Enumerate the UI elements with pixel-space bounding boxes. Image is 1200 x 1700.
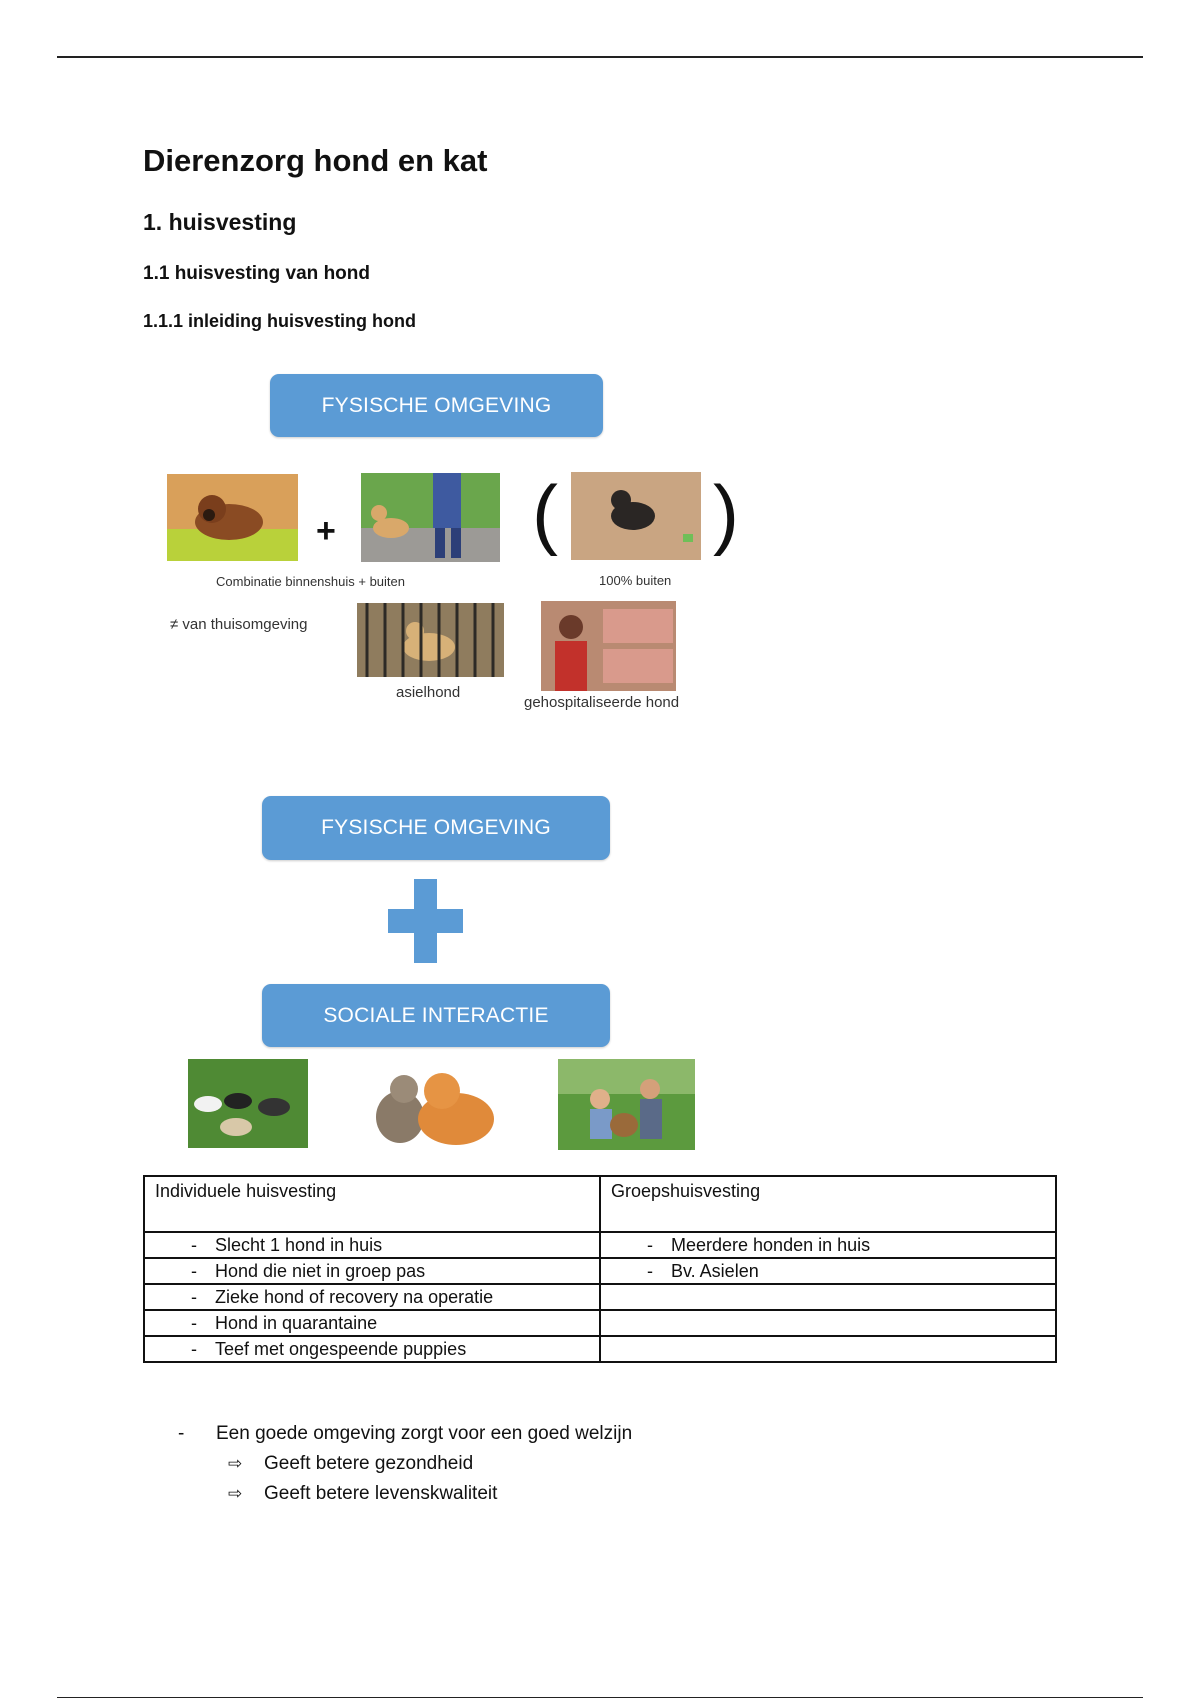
arrow-right-icon: ⇨ (228, 1454, 243, 1473)
puppy-indoor-photo (167, 474, 298, 561)
family-with-dog-photo (558, 1059, 695, 1150)
page-title: Dierenzorg hond en kat (143, 143, 488, 178)
table-row: - Zieke hond of recovery na operatie (144, 1284, 1056, 1310)
table-cell (600, 1310, 1056, 1336)
section-heading: 1. huisvesting (143, 209, 297, 235)
table-cell: Hond in quarantaine (215, 1313, 378, 1333)
housing-comparison-table (143, 1175, 1057, 1363)
table-cell: Slecht 1 hond in huis (215, 1235, 383, 1255)
table-row: - Hond die niet in groep pas - Bv. Asielen (144, 1258, 1056, 1284)
caption-shelter-dog: asielhond (396, 684, 461, 701)
table-cell (600, 1336, 1056, 1362)
dogs-playing-photo (188, 1059, 308, 1148)
arrow-right-icon: ⇨ (228, 1484, 243, 1503)
table-cell (600, 1284, 1056, 1310)
list-item: ⇨ Geeft betere levenskwaliteit (178, 1479, 632, 1509)
open-parenthesis: ( (532, 469, 558, 557)
plus-icon (388, 879, 463, 963)
physical-environment-box-2: FYSISCHE OMGEVING (262, 796, 610, 860)
table-row: - Slecht 1 hond in huis - Meerdere honden in huis (144, 1232, 1056, 1258)
list-item: - Een goede omgeving zorgt voor een goed welzijn (178, 1423, 633, 1444)
table-row: - Teef met ongespeende puppies (144, 1336, 1056, 1362)
table-cell: Zieke hond of recovery na operatie (215, 1287, 494, 1307)
caption-hospitalized-dog: gehospitaliseerde hond (524, 694, 680, 711)
shelter-dog-photo (357, 603, 504, 677)
cat-and-dog-photo (360, 1061, 501, 1149)
hospitalized-dog-photo (541, 601, 676, 691)
dog-walk-photo (361, 473, 500, 562)
table-cell: Bv. Asielen (671, 1261, 759, 1281)
subsection-heading: 1.1 huisvesting van hond (143, 263, 370, 284)
top-rule (57, 56, 1143, 58)
table-header-individual: Individuele huisvesting (144, 1176, 600, 1232)
subsubsection-heading: 1.1.1 inleiding huisvesting hond (143, 311, 417, 331)
conclusion-list (178, 1419, 632, 1509)
dog-outside-photo (571, 472, 701, 560)
list-item: ⇨ Geeft betere gezondheid (178, 1449, 632, 1479)
social-interaction-box: SOCIALE INTERACTIE (262, 984, 610, 1047)
table-cell: Teef met ongespeende puppies (215, 1339, 467, 1359)
table-header-group: Groepshuisvesting (600, 1176, 1056, 1232)
table-row: - Hond in quarantaine (144, 1310, 1056, 1336)
caption-not-home: ≠ van thuisomgeving (170, 616, 308, 633)
caption-outside: 100% buiten (599, 573, 672, 588)
close-parenthesis: ) (713, 469, 739, 557)
table-cell: Hond die niet in groep pas (215, 1261, 426, 1281)
bottom-rule (57, 1697, 1143, 1698)
caption-combination: Combinatie binnenshuis + buiten (216, 574, 405, 589)
plus-symbol: + (316, 512, 336, 550)
physical-environment-box: FYSISCHE OMGEVING (270, 374, 603, 437)
table-cell: Meerdere honden in huis (671, 1235, 871, 1255)
